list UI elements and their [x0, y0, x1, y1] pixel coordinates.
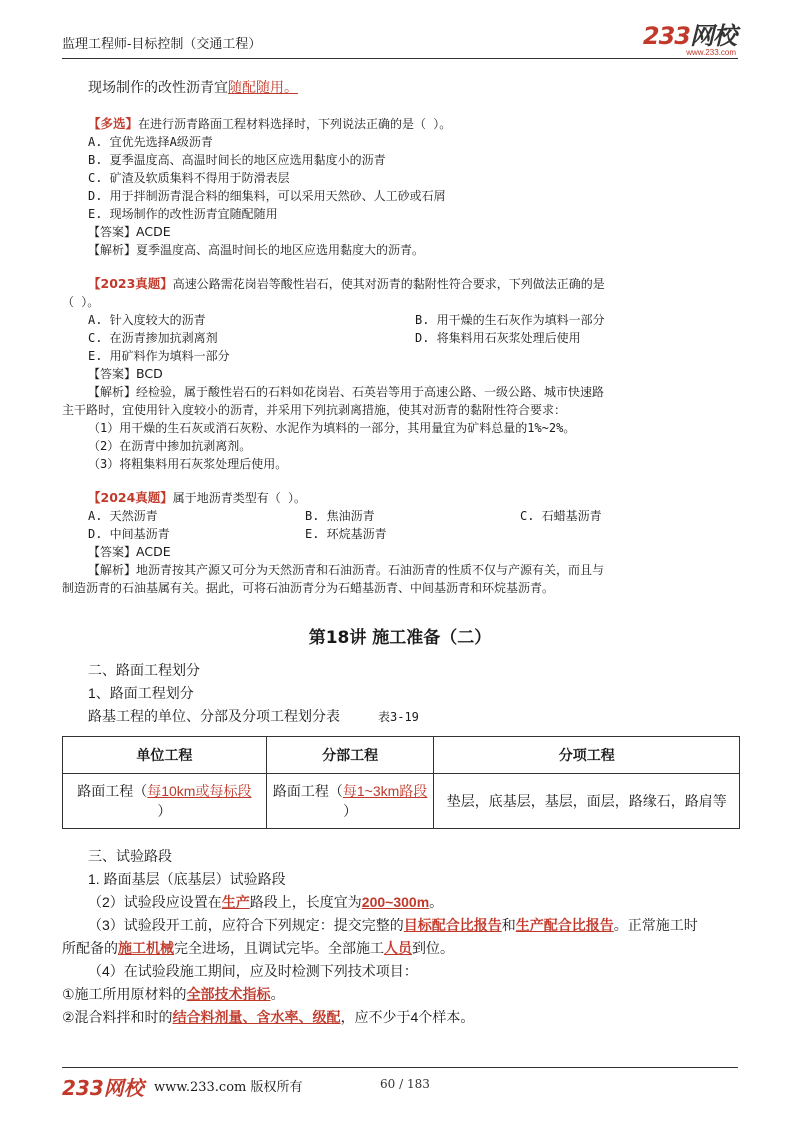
- q2-tag: 【2023真题】: [88, 276, 173, 291]
- q2-point-1: （1）用干燥的生石灰或消石灰粉、水泥作为填料的一部分，其用量宜为矿料总量的1%~2%。: [88, 421, 576, 435]
- q3-stem: 【2024真题】属于地沥青类型有（ ）。: [88, 490, 307, 505]
- page-number: 60 / 183: [380, 1077, 430, 1091]
- q3-option-c: C. 石蜡基沥青: [520, 509, 602, 523]
- q1-analysis: 【解析】夏季温度高、高温时间长的地区应选用黏度大的沥青。: [88, 243, 425, 257]
- logo-text: 网校: [690, 22, 736, 50]
- footer-divider: [62, 1067, 738, 1068]
- q2-point-3: （3）将粗集料用石灰浆处理后使用。: [88, 457, 288, 471]
- trial-para-2: （2）试验段应设置在生产路段上，长度宜为200~300m。: [88, 894, 444, 910]
- q3-option-b: B. 焦油沥青: [305, 509, 375, 523]
- section-heading-pavement: 二、路面工程划分: [88, 662, 200, 678]
- trial-item-1: ①施工所用原材料的全部技术指标。: [62, 986, 285, 1002]
- table-cell-unit: 路面工程（每10km或每标段 ）: [63, 774, 267, 829]
- q2-option-d: D. 将集料用石灰浆处理后使用: [415, 331, 581, 345]
- q3-option-d: D. 中间基沥青: [88, 527, 170, 541]
- q3-answer: 【答案】ACDE: [88, 544, 171, 559]
- table-cell-division: 路面工程（每1~3km路段 ）: [266, 774, 434, 829]
- division-table: [62, 736, 740, 829]
- brand-logo: [643, 16, 736, 57]
- q1-answer: 【答案】ACDE: [88, 224, 171, 239]
- header-divider: [62, 58, 738, 59]
- logo-url: www.233.com: [686, 48, 736, 57]
- table-number: 表3-19: [378, 710, 419, 724]
- table-header-item: 分项工程: [434, 737, 740, 774]
- q2-option-b: B. 用干燥的生石灰作为填料一部分: [415, 313, 605, 327]
- q3-tag: 【2024真题】: [88, 490, 173, 505]
- footer-logo: 233网校: [62, 1076, 144, 1100]
- q2-point-2: （2）在沥青中掺加抗剥离剂。: [88, 439, 252, 453]
- q3-option-a: A. 天然沥青: [88, 509, 158, 523]
- table-cell-item: 垫层，底基层，基层，面层，路缘石，路肩等: [434, 774, 740, 829]
- q1-stem: 【多选】在进行沥青路面工程材料选择时，下列说法正确的是（ ）。: [88, 116, 452, 131]
- document-title: 监理工程师-目标控制（交通工程）: [62, 37, 262, 52]
- q2-option-a: A. 针入度较大的沥青: [88, 313, 206, 327]
- q2-stem-cont: （ ）。: [62, 295, 100, 309]
- q2-answer: 【答案】BCD: [88, 366, 163, 381]
- q3-option-e: E. 环烷基沥青: [305, 527, 387, 541]
- trial-para-3-cont: 所配备的施工机械完全进场，且调试完毕。全部施工人员到位。: [62, 940, 454, 956]
- q1-option-e: E. 现场制作的改性沥青宜随配随用: [88, 207, 278, 221]
- q2-stem: 【2023真题】高速公路需花岗岩等酸性岩石，使其对沥青的黏附性符合要求，下列做法正确的是: [88, 276, 605, 291]
- trial-para-4: （4）在试验段施工期间，应及时检测下列技术项目：: [88, 963, 418, 979]
- section-heading-trial: 三、试验路段: [88, 848, 172, 864]
- q3-analysis: 【解析】地沥青按其产源又可分为天然沥青和石油沥青。石油沥青的性质不仅与产源有关，而且与: [88, 563, 605, 577]
- q2-analysis-cont: 主干路时，宜使用针入度较小的沥青，并采用下列抗剥离措施，使其对沥青的黏附性符合要求：: [62, 403, 567, 417]
- intro-highlight: 随配随用。: [228, 80, 298, 96]
- subsection-heading-pavement: 1、路面工程划分: [88, 685, 194, 701]
- subsection-heading-trial: 1. 路面基层（底基层）试验路段: [88, 871, 286, 887]
- q2-option-c: C. 在沥青掺加抗剥离剂: [88, 331, 218, 345]
- table-row: [63, 774, 740, 829]
- intro-line: 现场制作的改性沥青宜随配随用。: [88, 80, 298, 96]
- q2-analysis: 【解析】经检验，属于酸性岩石的石料如花岗岩、石英岩等用于高速公路、一级公路、城市快速路: [88, 385, 605, 399]
- q1-option-a: A. 宜优先选择A级沥青: [88, 135, 213, 149]
- q1-option-c: C. 矿渣及软质集料不得用于防滑表层: [88, 171, 290, 185]
- logo-number: 233: [642, 22, 690, 50]
- q1-tag: 【多选】: [88, 116, 139, 131]
- table-header-row: [63, 737, 740, 774]
- q1-option-b: B. 夏季温度高、高温时间长的地区应选用黏度小的沥青: [88, 153, 386, 167]
- q3-analysis-cont: 制造沥青的石油基属有关。据此，可将石油沥青分为石蜡基沥青、中间基沥青和环烷基沥青。: [62, 581, 555, 595]
- footer-copyright: www.233.com 版权所有: [154, 1080, 303, 1095]
- table-header-unit: 单位工程: [63, 737, 267, 774]
- q2-option-e: E. 用矿料作为填料一部分: [88, 349, 230, 363]
- q1-option-d: D. 用于拌制沥青混合料的细集料，可以采用天然砂、人工砂或石屑: [88, 189, 446, 203]
- trial-item-2: ②混合料拌和时的结合料剂量、含水率、级配，应不少于4个样本。: [62, 1009, 475, 1025]
- table-caption: 路基工程的单位、分部及分项工程划分表 表3-19: [88, 708, 419, 724]
- table-header-division: 分部工程: [266, 737, 434, 774]
- lecture-title: 第18讲 施工准备（二）: [308, 628, 492, 648]
- trial-para-3: （3）试验段开工前，应符合下列规定：提交完整的目标配合比报告和生产配合比报告。正常施工时: [88, 917, 698, 933]
